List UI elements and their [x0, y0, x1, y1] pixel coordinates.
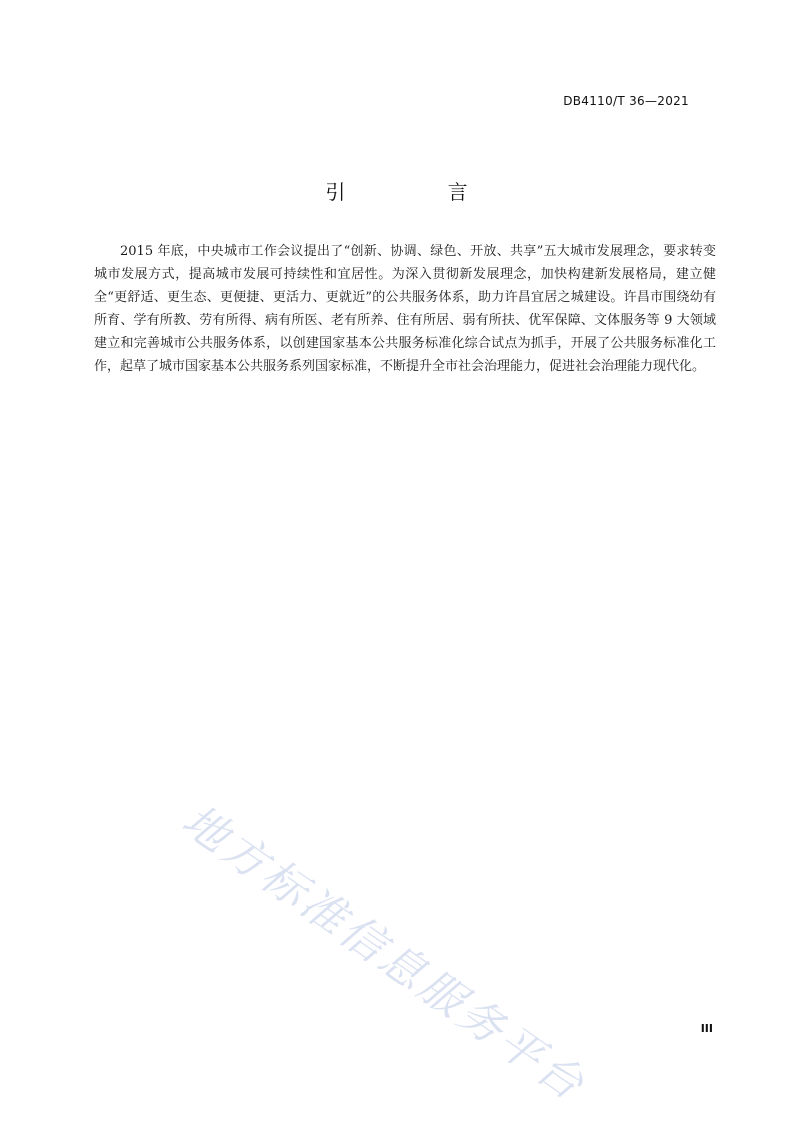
document-code: DB4110/T 36—2021 — [563, 94, 689, 108]
body-paragraph: 2015 年底，中央城市工作会议提出了“创新、协调、绿色、开放、共享”五大城市发展理念，要求转变城市发展方式，提高城市发展可持续性和宜居性。为深入贯彻新发展理念，加快构建新发展格局，建立健全“更舒适、更生态、更便捷、更活力、更就近”的公共服务体系，助力许昌宜居之城建设。许昌市围绕幼有所育、学有所教、劳有所得、病有所医、老有所养、住有所居、弱有所扶、优军保障、文体服务等 9 大领域建立和完善城市公共服务体系，以创建国家基本公共服务标准化综合试点为抓手，开展了公共服务标准化工作，起草了城市国家基本公共服务系列国家标准，不断提升全市社会治理能力，促进社会治理能力现代化。 — [94, 244, 716, 374]
section-title: 引 言 — [325, 180, 516, 204]
page-number: III — [700, 1022, 713, 1035]
watermark: 地方标准信息服务平台 — [172, 794, 596, 1112]
